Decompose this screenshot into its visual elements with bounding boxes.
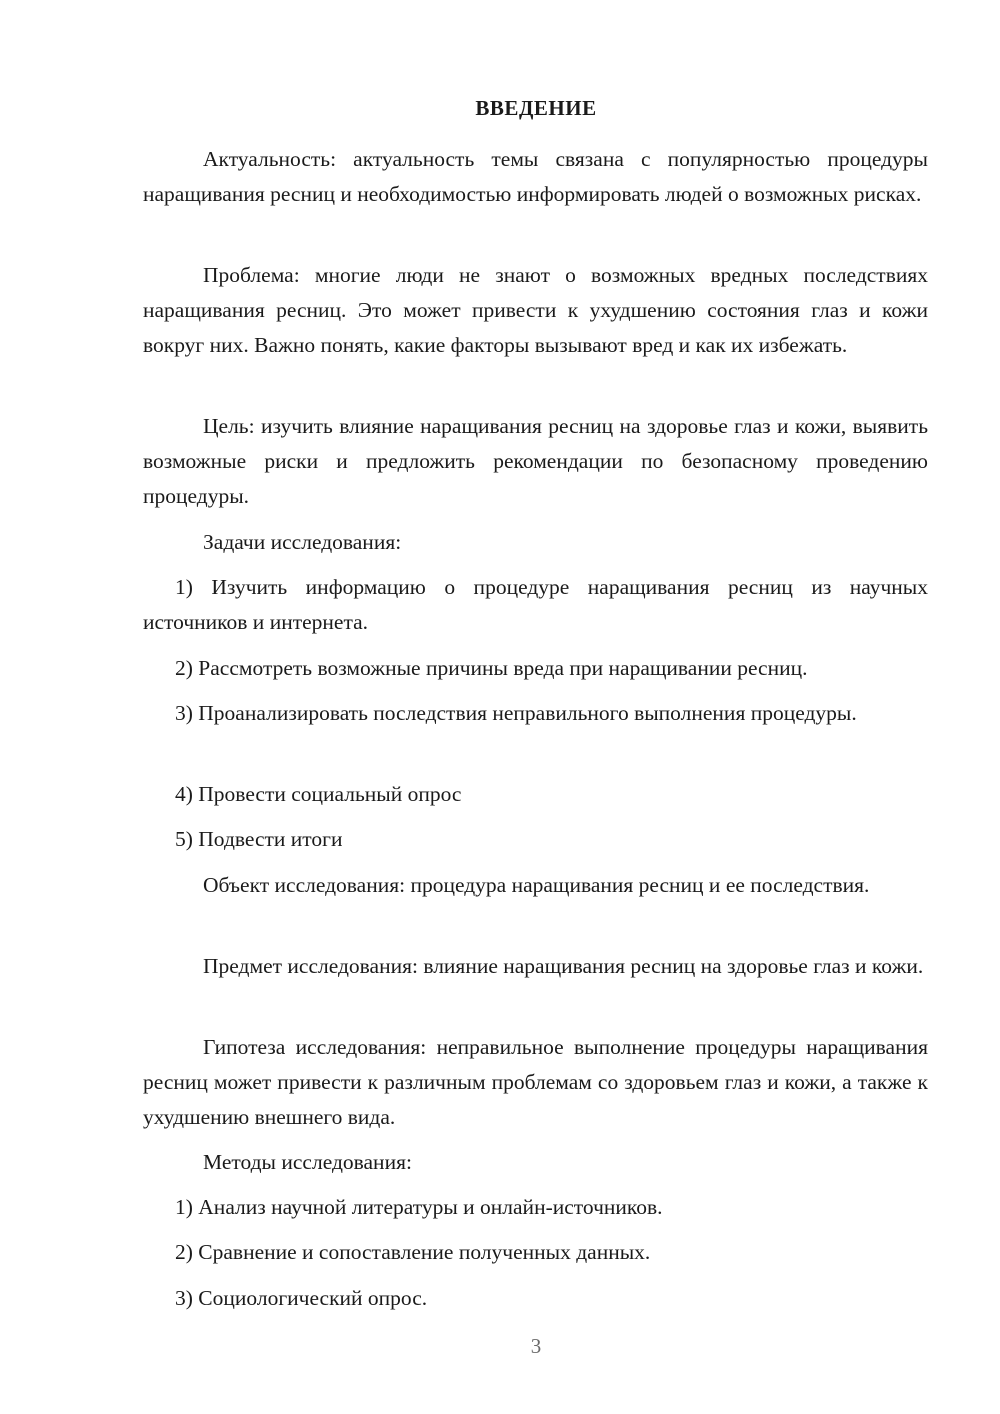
- relevance-paragraph: Актуальность: актуальность темы связана с популярностью процедуры наращивания ресниц и необходимостью информировать людей о возможных рисках.: [143, 147, 928, 206]
- tasks-title: Задачи исследования:: [203, 530, 402, 554]
- goal-paragraph: Цель: изучить влияние наращивания ресниц на здоровье глаз и кожи, выявить возможные риски и предложить рекомендации по безопасному проведению процедуры.: [143, 414, 928, 508]
- method-item: 1) Анализ научной литературы и онлайн-источников.: [175, 1195, 663, 1219]
- task-item: 5) Подвести итоги: [175, 827, 343, 851]
- task-item: 4) Провести социальный опрос: [175, 782, 462, 806]
- task-item: 3) Проанализировать последствия неправильного выполнения процедуры.: [175, 701, 857, 725]
- method-item: 3) Социологический опрос.: [175, 1286, 428, 1310]
- task-item: 2) Рассмотреть возможные причины вреда при наращивании ресниц.: [175, 656, 808, 680]
- task-item: 1) Изучить информацию о процедуре наращивания ресниц из научных источников и интернета.: [143, 575, 928, 634]
- method-item: 2) Сравнение и сопоставление полученных данных.: [175, 1240, 651, 1264]
- subject-paragraph: Предмет исследования: влияние наращивания ресниц на здоровье глаз и кожи.: [203, 954, 924, 978]
- object-paragraph: Объект исследования: процедура наращивания ресниц и ее последствия.: [203, 873, 870, 897]
- problem-paragraph: Проблема: многие люди не знают о возможных вредных последствиях наращивания ресниц. Это может привести к ухудшению состояния глаз и кожи вокруг них. Важно понять, какие факторы вызывают вред и как их избежать.: [143, 263, 928, 357]
- section-heading: ВВЕДЕНИЕ: [475, 96, 597, 120]
- methods-title: Методы исследования:: [203, 1150, 412, 1174]
- hypothesis-paragraph: Гипотеза исследования: неправильное выполнение процедуры наращивания ресниц может привести к различным проблемам со здоровьем глаз и кожи, а также к ухудшению внешнего вида.: [143, 1035, 928, 1129]
- page-number: 3: [530, 1334, 542, 1358]
